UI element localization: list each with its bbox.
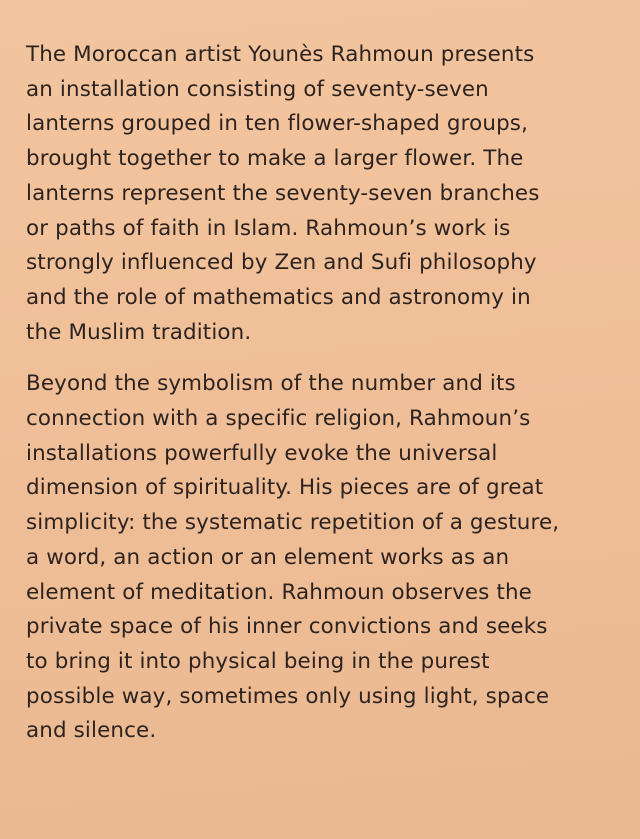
text-line: an installation consisting of seventy-seven <box>26 76 489 102</box>
text-line: lanterns represent the seventy-seven branches <box>26 180 540 206</box>
text-line: simplicity: the systematic repetition of a gesture, <box>26 510 560 536</box>
text-line: Beyond the symbolism of the number and its <box>26 371 516 397</box>
text-line: and silence. <box>26 718 157 744</box>
paragraph-2 <box>26 367 626 749</box>
wall-text-panel <box>26 38 626 749</box>
paragraph-1 <box>26 38 626 350</box>
text-line: to bring it into physical being in the purest <box>26 648 490 674</box>
text-line: private space of his inner convictions and seeks <box>26 614 548 640</box>
text-line: or paths of faith in Islam. Rahmoun’s work is <box>26 215 511 241</box>
text-line: the Muslim tradition. <box>26 319 252 345</box>
text-line: and the role of mathematics and astronomy in <box>26 284 531 310</box>
text-line: installations powerfully evoke the universal <box>26 440 498 466</box>
text-line: brought together to make a larger flower. The <box>26 146 524 172</box>
text-line: possible way, sometimes only using light, space <box>26 683 550 709</box>
text-line: element of meditation. Rahmoun observes the <box>26 579 532 605</box>
text-line: connection with a specific religion, Rahmoun’s <box>26 406 531 432</box>
text-line: strongly influenced by Zen and Sufi philosophy <box>26 250 537 276</box>
text-line: dimension of spirituality. His pieces are of great <box>26 475 544 501</box>
text-line: a word, an action or an element works as an <box>26 544 510 570</box>
text-line: lanterns grouped in ten flower-shaped groups, <box>26 111 529 137</box>
text-line: The Moroccan artist Younès Rahmoun presents <box>26 42 535 67</box>
